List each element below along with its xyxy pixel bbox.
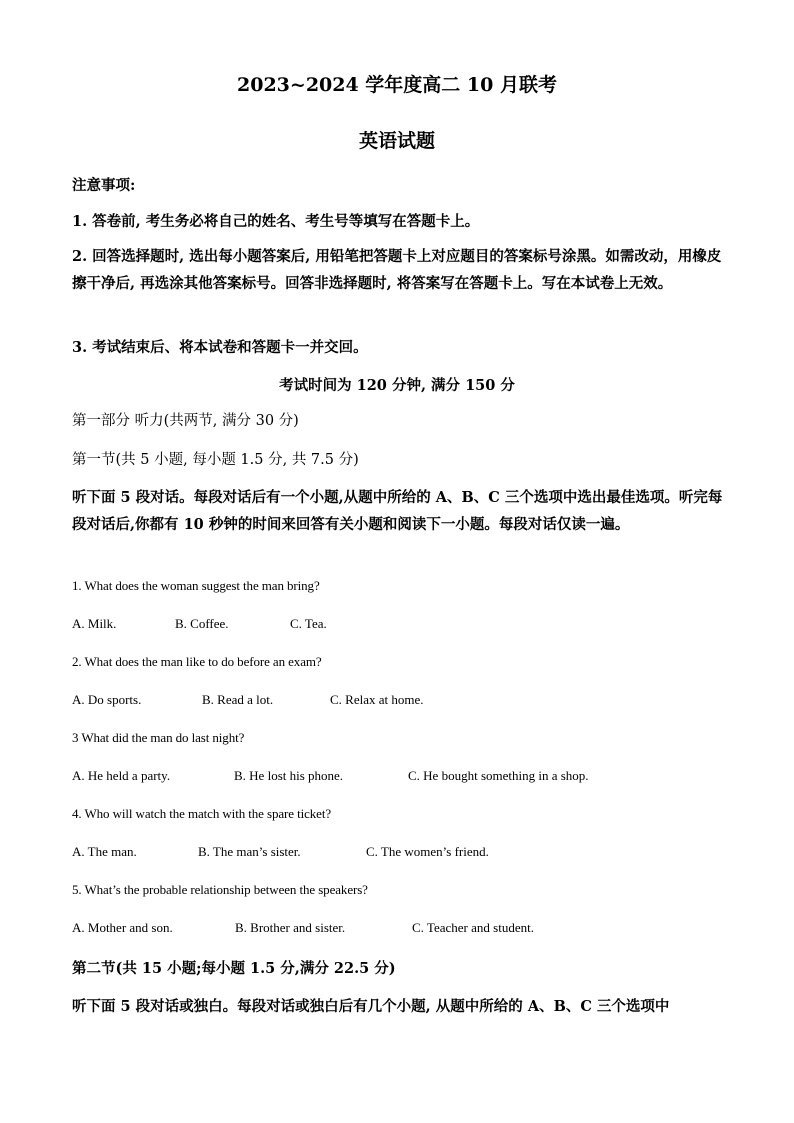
- question-4-option-c: C. The women’s friend.: [366, 844, 489, 859]
- question-4-option-a: A. The man.: [72, 844, 137, 859]
- question-2-option-b: B. Read a lot.: [202, 692, 274, 707]
- notice-item-2: 2. 回答选择题时, 选出每小题答案后, 用铅笔把答题卡上对应题目的答案标号涂黑。如需改动，用橡皮擦干净后, 再选涂其他答案标号。回答非选择题时, 将答案写在答题卡上。写在本试卷上无效。: [72, 248, 722, 292]
- question-5-option-a: A. Mother and son.: [72, 920, 173, 935]
- exam-subtitle: 英语试题: [358, 130, 435, 152]
- question-1-option-a: A. Milk.: [72, 616, 117, 631]
- part1-heading: 第一部分 听力(共两节, 满分 30 分): [72, 413, 299, 429]
- question-5-option-c: C. Teacher and student.: [412, 920, 534, 935]
- question-1-option-c: C. Tea.: [290, 616, 327, 631]
- question-3-stem: 3 What did the man do last night?: [72, 730, 245, 745]
- notice-heading: 注意事项:: [72, 177, 136, 194]
- section2-instructions: 听下面 5 段对话或独白。每段对话或独白后有几个小题, 从题中所给的 A、B、C 三个选项中: [72, 998, 670, 1015]
- question-5-option-b: B. Brother and sister.: [235, 920, 346, 935]
- question-2-stem: 2. What does the man like to do before an exam?: [72, 654, 322, 669]
- question-3-option-c: C. He bought something in a shop.: [408, 768, 589, 783]
- question-1-stem: 1. What does the woman suggest the man bring?: [72, 578, 320, 593]
- section1-heading: 第一节(共 5 小题, 每小题 1.5 分, 共 7.5 分): [72, 452, 359, 468]
- section2-heading: 第二节(共 15 小题;每小题 1.5 分,满分 22.5 分): [72, 960, 396, 977]
- question-2-option-c: C. Relax at home.: [330, 692, 424, 707]
- exam-title: 2023~2024 学年度高二 10 月联考: [237, 74, 557, 96]
- question-4-stem: 4. Who will watch the match with the spare ticket?: [72, 806, 332, 821]
- question-1-option-b: B. Coffee.: [175, 616, 229, 631]
- section1-instructions: 听下面 5 段对话。每段对话后有一个小题,从题中所给的 A、B、C 三个选项中选出最佳选项。听完每段对话后,你都有 10 秒钟的时间来回答有关小题和阅读下一小题。每段对话仅读一遍。: [72, 489, 723, 533]
- exam-info: 考试时间为 120 分钟, 满分 150 分: [279, 377, 515, 394]
- question-3-option-a: A. He held a party.: [72, 768, 171, 783]
- notice-item-1: 1. 答卷前, 考生务必将自己的姓名、考生号等填写在答题卡上。: [72, 213, 480, 230]
- question-2-option-a: A. Do sports.: [72, 692, 142, 707]
- question-4-option-b: B. The man’s sister.: [198, 844, 301, 859]
- question-5-stem: 5. What’s the probable relationship between the speakers?: [72, 882, 368, 897]
- notice-item-3: 3. 考试结束后、将本试卷和答题卡一并交回。: [72, 339, 368, 356]
- question-3-option-b: B. He lost his phone.: [234, 768, 344, 783]
